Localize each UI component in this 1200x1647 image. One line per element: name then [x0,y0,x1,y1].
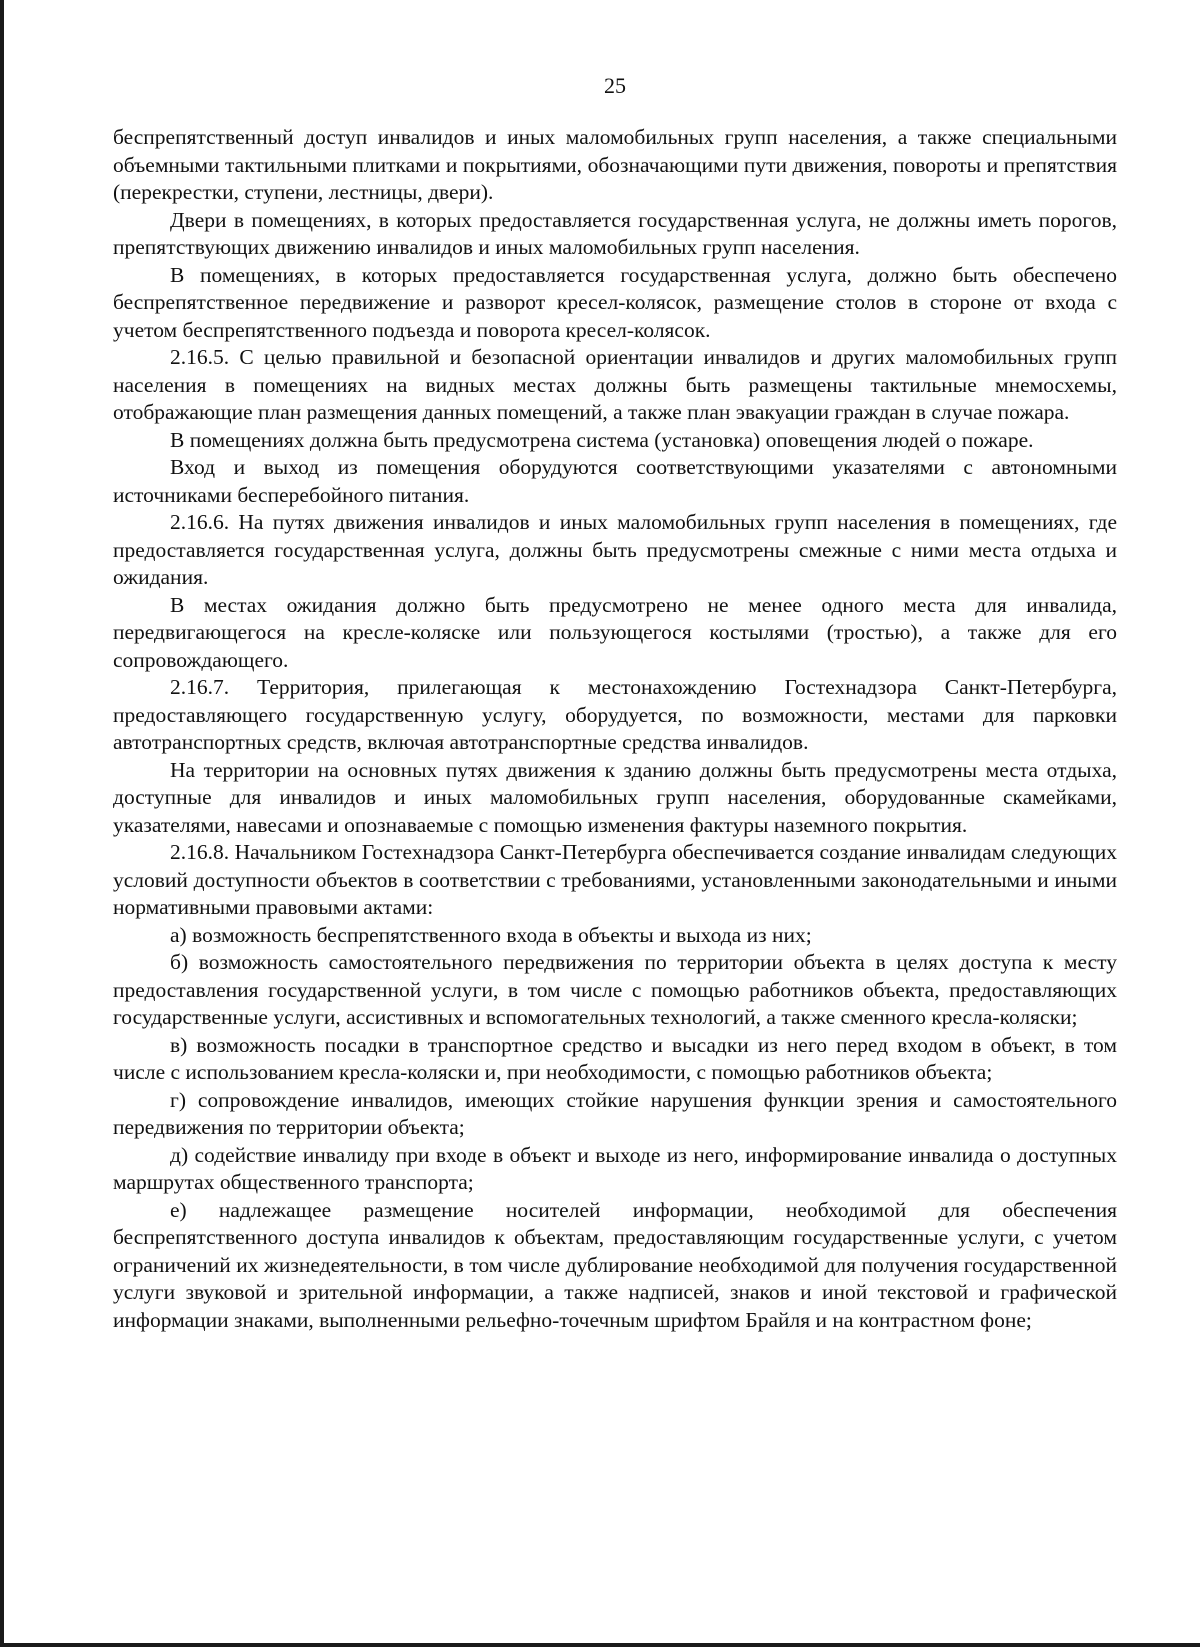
paragraph-waiting-places: В местах ожидания должно быть предусмотрено не менее одного места для инвалида, передвигающегося на кресле-коляске или пользующегося костылями (тростью), а также для его сопровождающего. [113,592,1117,672]
list-item-b: б) возможность самостоятельного передвижения по территории объекта в целях доступа к месту предоставления государственной услуги, в том числе с помощью работников объекта, предоставляющих государственные услуги, ассистивных и вспомогательных технологий, а также сменного кресла-коляски; [113,950,1117,1029]
paragraph-exit-signs: Вход и выход из помещения оборудуются соответствующими указателями с автономными источниками бесперебойного питания. [113,455,1117,507]
paragraph-fire-alarm: В помещениях должна быть предусмотрена система (установка) оповещения людей о пожаре. [170,427,1034,452]
scan-left-edge [0,0,4,1647]
page-number: 25 [604,73,626,98]
paragraph-doors: Двери в помещениях, в которых предоставляется государственная услуга, не должны иметь порогов, препятствующих движению инвалидов и иных маломобильных групп населения. [113,207,1117,259]
list-item-d: д) содействие инвалиду при входе в объект и выходе из него, информирование инвалида о доступных маршрутах общественного транспорта; [113,1142,1117,1194]
list-item-g: г) сопровождение инвалидов, имеющих стойкие нарушения функции зрения и самостоятельного передвижения по территории объекта; [113,1087,1117,1139]
list-item-a: а) возможность беспрепятственного входа в объекты и выхода из них; [170,922,812,947]
paragraph-2-16-5: 2.16.5. С целью правильной и безопасной ориентации инвалидов и других маломобильных групп населения в помещениях на видных местах должны быть размещены тактильные мнемосхемы, отображающие план размещения данных помещений, а также план эвакуации граждан в случае пожара. [113,345,1117,424]
paragraph-continuation: беспрепятственный доступ инвалидов и иных маломобильных групп населения, а также специальными объемными тактильными плитками и покрытиями, обозначающими пути движения, повороты и препятствия (перекрестки, ступени, лестницы, двери). [113,125,1117,204]
scan-bottom-edge [0,1643,1200,1647]
list-item-v: в) возможность посадки в транспортное средство и высадки из него перед входом в объект, в том числе с использованием кресла-коляски и, при необходимости, с помощью работников объекта; [113,1032,1117,1084]
paragraph-2-16-6: 2.16.6. На путях движения инвалидов и иных маломобильных групп населения в помещениях, где предоставляется государственная услуга, должны быть предусмотрены смежные с ними места отдыха и ожидания. [113,510,1117,589]
document-body [113,124,1117,1334]
paragraph-2-16-8: 2.16.8. Начальником Гостехнадзора Санкт-Петербурга обеспечивается создание инвалидам следующих условий доступности объектов в соответствии с требованиями, установленными законодательными и иными нормативными правовыми актами: [113,840,1117,919]
list-item-e: е) надлежащее размещение носителей информации, необходимой для обеспечения беспрепятственного доступа инвалидов к объектам, предоставляющим государственные услуги, с учетом ограничений их жизнедеятельности, в том числе дублирование необходимой для получения государственной услуги звуковой и зрительной информации, а также надписей, знаков и иной текстовой и графической информации знаками, выполненными рельефно-точечным шрифтом Брайля и на контрастном фоне; [113,1197,1117,1332]
paragraph-2-16-7: 2.16.7. Территория, прилегающая к местонахождению Гостехнадзора Санкт-Петербурга, предоставляющего государственную услугу, оборудуется, по возможности, местами для парковки автотранспортных средств, включая автотранспортные средства инвалидов. [113,675,1117,754]
paragraph-wheelchair-movement: В помещениях, в которых предоставляется государственная услуга, должно быть обеспечено беспрепятственное передвижение и разворот кресел-колясок, размещение столов в стороне от входа с учетом беспрепятственного подъезда и поворота кресел-колясок. [113,262,1117,342]
paragraph-rest-places: На территории на основных путях движения к зданию должны быть предусмотрены места отдыха, доступные для инвалидов и иных маломобильных групп населения, оборудованные скамейками, указателями, навесами и опознаваемые с помощью изменения фактуры наземного покрытия. [113,757,1117,837]
